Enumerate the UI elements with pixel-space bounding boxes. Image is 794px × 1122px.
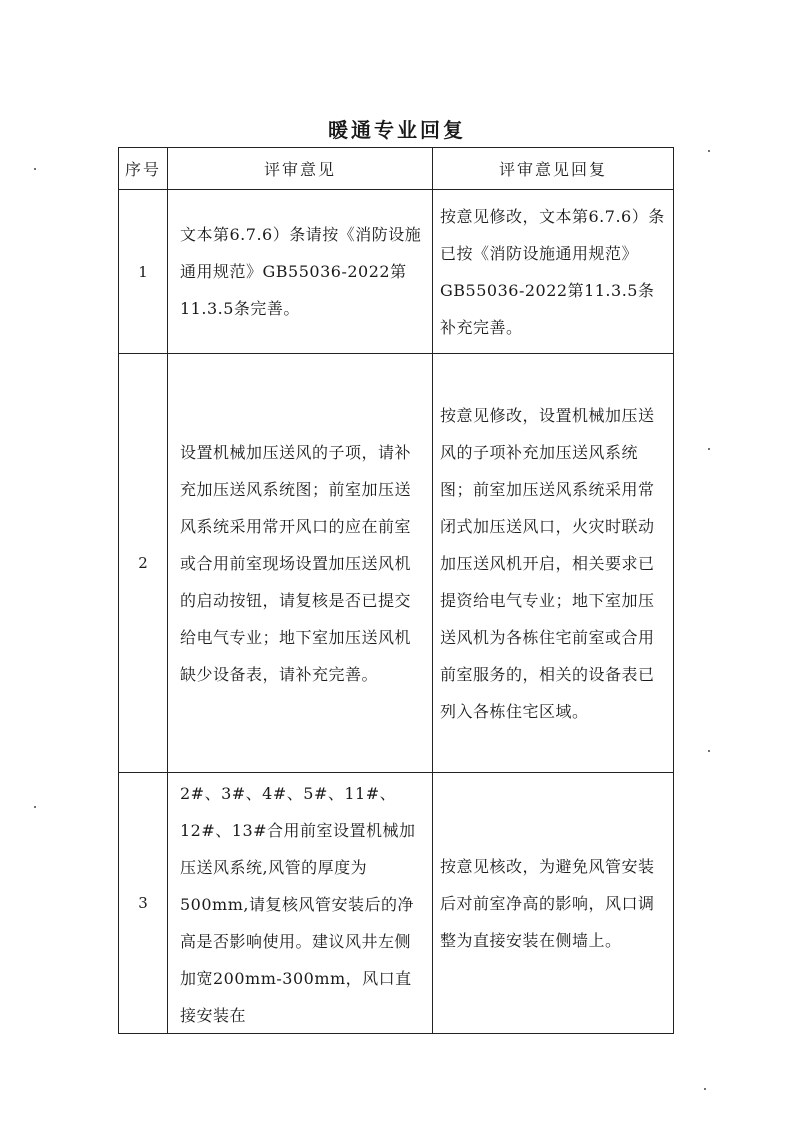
table-row xyxy=(119,773,674,1034)
review-comment xyxy=(168,773,433,1034)
review-reply xyxy=(433,354,674,773)
review-comment-text: 文本第6.7.6）条请按《消防设施通用规范》GB55036-2022第11.3.5条完善。 xyxy=(180,225,422,318)
review-reply-text: 按意见修改，设置机械加压送风的子项补充加压送风系统图；前室加压送风系统采用常闭式加压送风口，火灾时联动加压送风机开启，相关要求已提资给电气专业；地下室加压送风机为各栋住宅前室或合用前室服务的，相关的设备表已列入各栋住宅区域。 xyxy=(440,405,655,721)
header-no: 序号 xyxy=(119,148,168,190)
review-reply-text: 按意见核改，为避免风管安装后对前室净高的影响，风口调整为直接安装在侧墙上。 xyxy=(440,856,655,950)
review-reply xyxy=(433,773,674,1034)
review-comment-text: 设置机械加压送风的子项，请补充加压送风系统图；前室加压送风系统采用常开风口的应在前室或合用前室现场设置加压送风机的启动按钮，请复核是否已提交给电气专业；地下室加压送风机缺少设备表，请补充完善。 xyxy=(180,442,412,684)
page-title: 暖通专业回复 xyxy=(328,118,466,142)
review-reply xyxy=(433,190,674,354)
scan-speck xyxy=(708,448,710,450)
table-row xyxy=(119,190,674,354)
header-comment: 评审意见 xyxy=(168,148,433,190)
review-table xyxy=(118,147,674,1034)
review-reply-text: 按意见修改，文本第6.7.6）条已按《消防设施通用规范》GB55036-2022第11.3.5条补充完善。 xyxy=(440,206,665,337)
scan-speck xyxy=(34,168,36,170)
row-number: 3 xyxy=(119,773,168,1034)
scan-speck xyxy=(34,806,36,808)
header-reply: 评审意见回复 xyxy=(433,148,674,190)
review-comment xyxy=(168,354,433,773)
row-number: 1 xyxy=(119,190,168,354)
review-comment xyxy=(168,190,433,354)
scan-speck xyxy=(708,150,710,152)
row-number: 2 xyxy=(119,354,168,773)
review-comment-text: 2#、3#、4#、5#、11#、12#、13#合用前室设置机械加压送风系统,风管的厚度为500mm,请复核风管安装后的净高是否影响使用。建议风井左侧加宽200mm-300mm，风口直接安装在 xyxy=(180,784,416,1025)
scan-speck xyxy=(708,750,710,752)
scan-speck xyxy=(704,1088,706,1090)
table-header-row xyxy=(119,148,674,190)
table-row xyxy=(119,354,674,773)
